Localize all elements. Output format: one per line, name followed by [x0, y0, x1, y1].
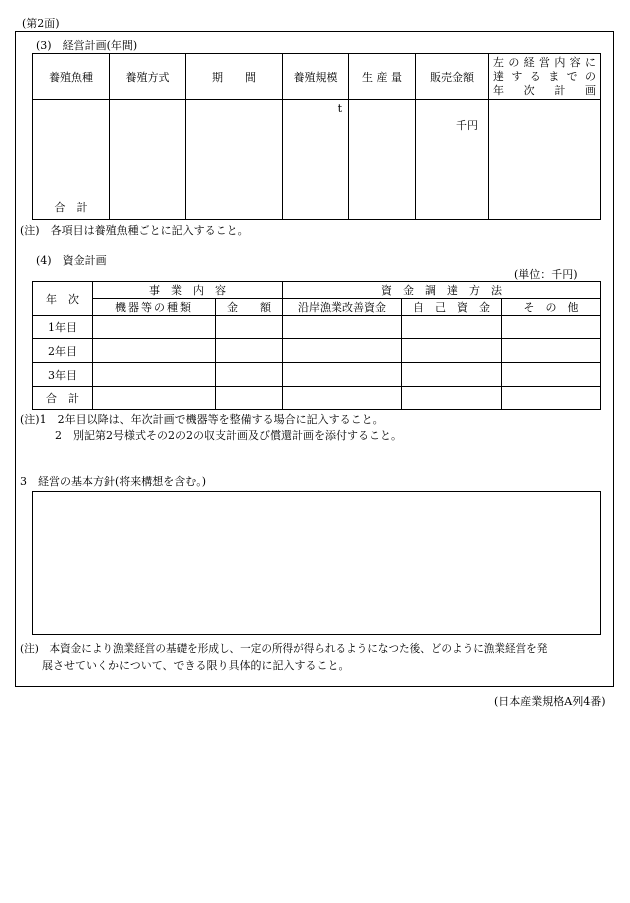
- annual-plan-line2: 達するまでの: [493, 69, 596, 83]
- cell-input[interactable]: [402, 339, 502, 363]
- cell-input[interactable]: [402, 387, 502, 410]
- row-label-year1: 1年目: [33, 316, 93, 339]
- cell-input[interactable]: [93, 316, 216, 339]
- total-label: 合 計: [54, 201, 88, 214]
- row-label-year3: 3年目: [33, 363, 93, 387]
- header-annual-plan: [489, 54, 601, 100]
- header-year: 年 次: [33, 282, 93, 316]
- section4-heading: (4) 資金計画: [36, 254, 107, 267]
- basic-policy-note-line1: (注) 本資金により漁業経営の基礎を形成し、一定の所得が得られるようになつた後、どのように漁業経営を発: [20, 643, 548, 655]
- section3-heading: (3) 経営計画(年間): [36, 39, 138, 52]
- header-scale: 養殖規模: [283, 54, 349, 100]
- header-species: 養殖魚種: [33, 54, 110, 100]
- cell-species-entry[interactable]: [33, 100, 110, 220]
- cell-scale-entry[interactable]: [283, 100, 349, 220]
- section4-note-2: 2 別記第2号様式その2の2の収支計画及び償還計画を添付すること。: [55, 429, 402, 442]
- header-other: そ の 他: [502, 299, 601, 316]
- cell-input[interactable]: [216, 339, 283, 363]
- header-equipment-type: 機器等の種類: [93, 299, 216, 316]
- row-label-year2: 2年目: [33, 339, 93, 363]
- basic-policy-heading: 3 経営の基本方針(将来構想を含む。): [20, 475, 207, 488]
- cell-annual-plan-entry[interactable]: [489, 100, 601, 220]
- management-plan-table: [32, 53, 601, 220]
- cell-production-entry[interactable]: [349, 100, 416, 220]
- funding-plan-table: [32, 281, 601, 410]
- basic-policy-note-line2: 展させていくかについて、できる限り具体的に記入すること。: [42, 659, 350, 672]
- annual-plan-line3: 年 次 計 画: [493, 83, 596, 97]
- cell-input[interactable]: [93, 339, 216, 363]
- paper-size-footer: (日本産業規格A列4番): [494, 695, 606, 708]
- cell-input[interactable]: [502, 339, 601, 363]
- row-label-total: 合 計: [33, 387, 93, 410]
- cell-input[interactable]: [402, 316, 502, 339]
- section3-note: (注) 各項目は養殖魚種ごとに記入すること。: [20, 224, 249, 237]
- cell-input[interactable]: [283, 339, 402, 363]
- unit-t: t: [337, 102, 342, 115]
- section4-unit: (単位：千円): [514, 268, 578, 281]
- cell-input[interactable]: [216, 363, 283, 387]
- cell-input[interactable]: [283, 363, 402, 387]
- cell-input[interactable]: [93, 387, 216, 410]
- header-own-fund: 自 己 資 金: [402, 299, 502, 316]
- header-method: 養殖方式: [110, 54, 186, 100]
- cell-input[interactable]: [93, 363, 216, 387]
- header-funding-method: 資 金 調 達 方 法: [283, 282, 601, 299]
- header-amount: 金 額: [216, 299, 283, 316]
- basic-policy-textbox[interactable]: [32, 491, 601, 635]
- cell-input[interactable]: [283, 387, 402, 410]
- page-label: (第2面): [22, 17, 60, 30]
- cell-input[interactable]: [402, 363, 502, 387]
- cell-input[interactable]: [502, 387, 601, 410]
- cell-period-entry[interactable]: [186, 100, 283, 220]
- header-period: 期 間: [186, 54, 283, 100]
- cell-input[interactable]: [283, 316, 402, 339]
- annual-plan-line1: 左の経営内容に: [493, 55, 596, 69]
- header-sales: 販売金額: [416, 54, 489, 100]
- cell-input[interactable]: [502, 316, 601, 339]
- cell-input[interactable]: [216, 316, 283, 339]
- header-business-content: 事 業 内 容: [93, 282, 283, 299]
- unit-thousand-yen: 千円: [456, 119, 478, 132]
- cell-input[interactable]: [502, 363, 601, 387]
- header-production: 生 産 量: [349, 54, 416, 100]
- section4-note-1: (注)1 2年目以降は、年次計画で機器等を整備する場合に記入すること。: [20, 413, 384, 426]
- cell-input[interactable]: [216, 387, 283, 410]
- header-coastal-fund: 沿岸漁業改善資金: [283, 299, 402, 316]
- cell-sales-entry[interactable]: [416, 100, 489, 220]
- cell-method-entry[interactable]: [110, 100, 186, 220]
